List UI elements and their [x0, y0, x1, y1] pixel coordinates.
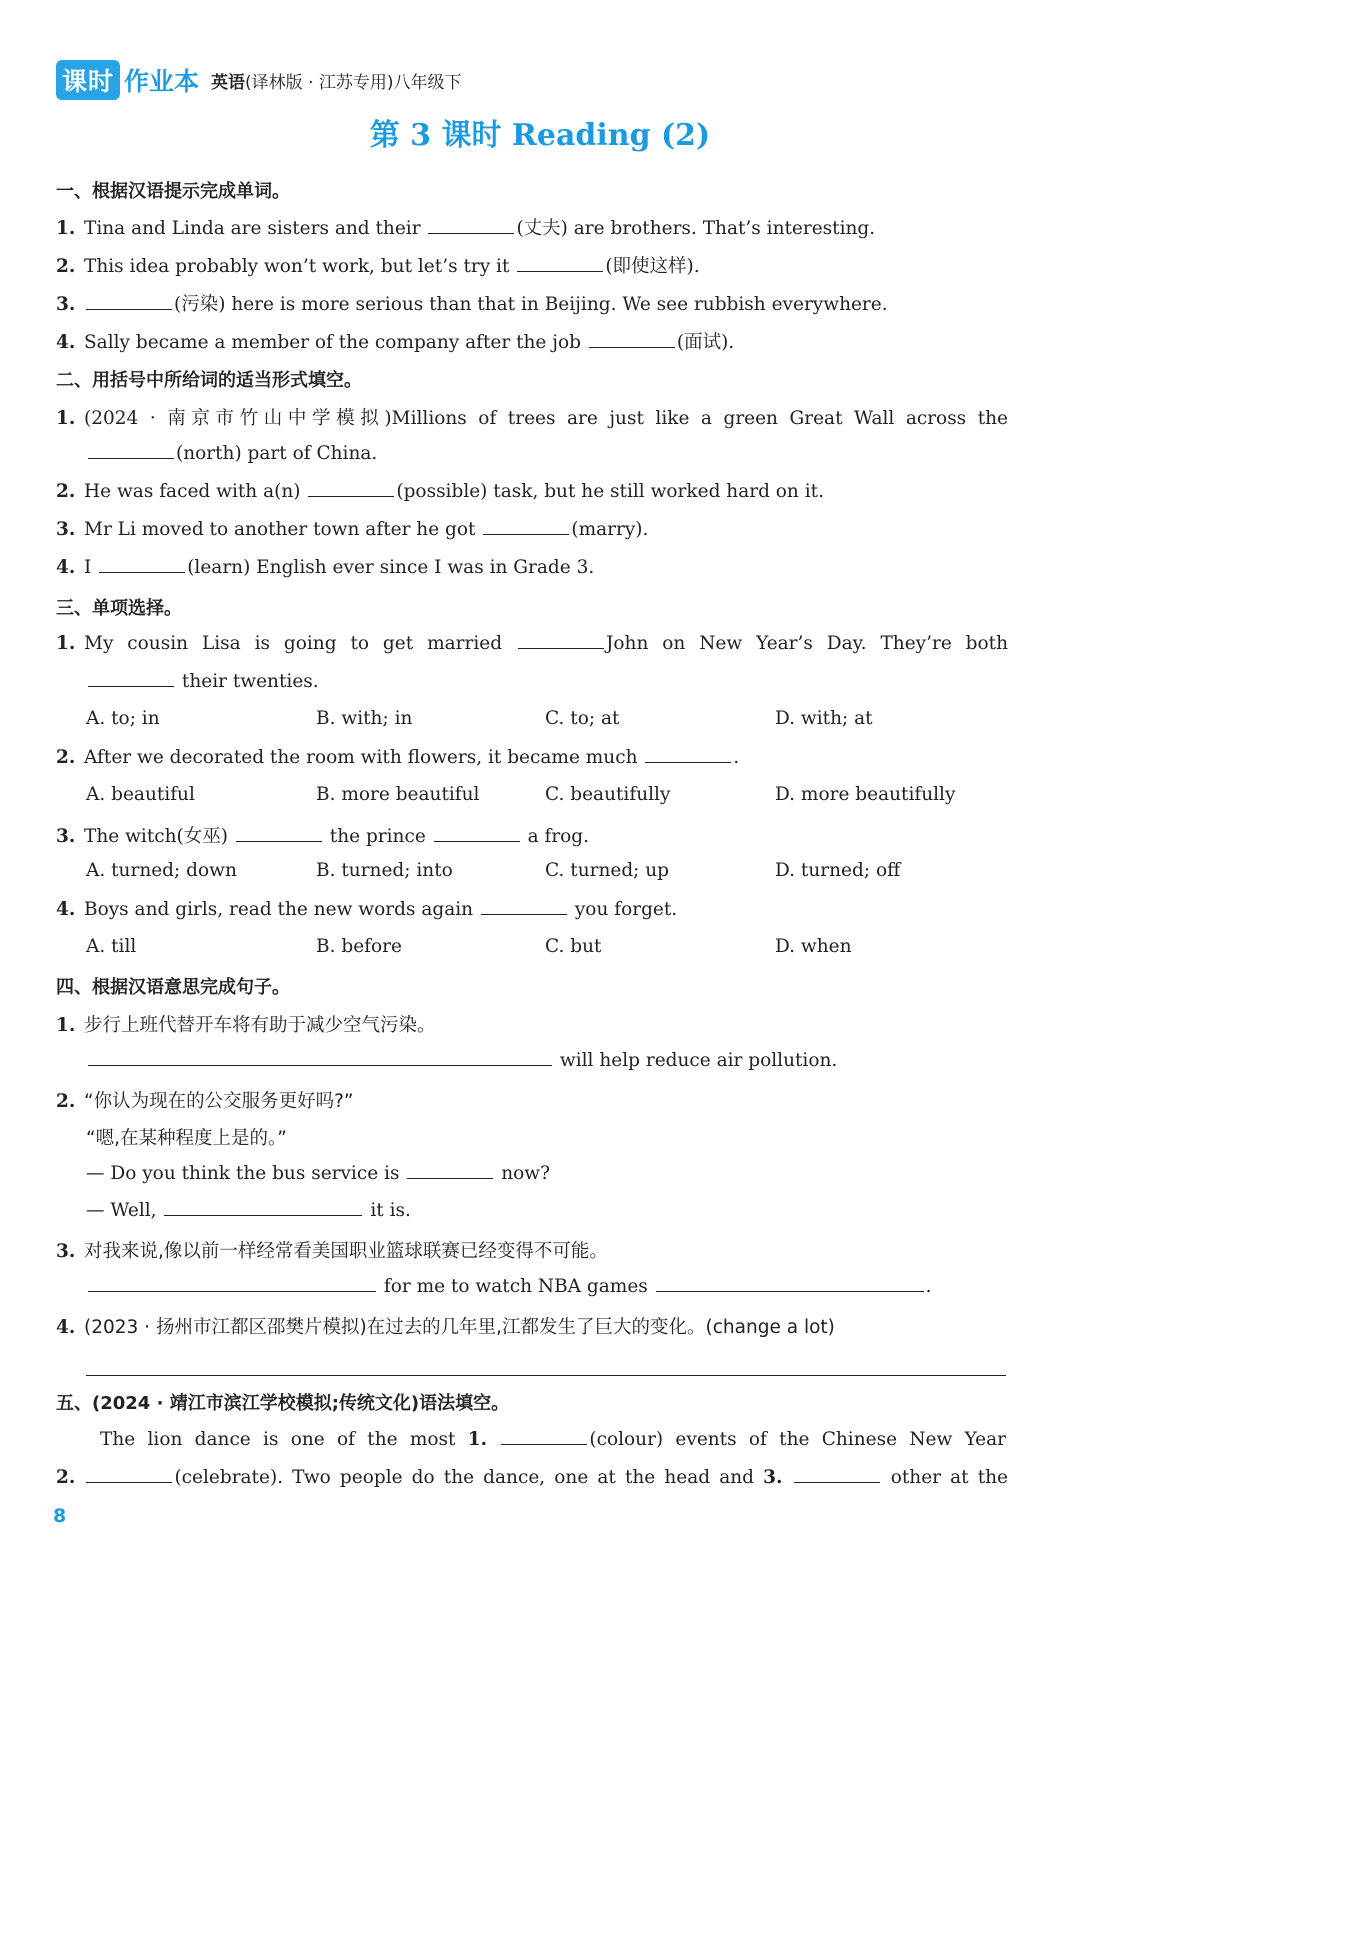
s3-q2-option-d[interactable]: D. more beautifully — [775, 784, 956, 805]
answer-blank[interactable] — [88, 1049, 552, 1066]
section-3-heading: 三、单项选择。 — [56, 598, 182, 619]
s2-q1-cont: (north) part of China. — [86, 442, 377, 464]
section-1-heading: 一、根据汉语提示完成单词。 — [56, 181, 290, 202]
s3-q4-option-a[interactable]: A. till — [86, 936, 137, 957]
answer-blank[interactable] — [88, 442, 174, 459]
s3-q1-option-b[interactable]: B. with; in — [316, 708, 413, 729]
s3-q1-cont: their twenties. — [86, 670, 319, 692]
answer-blank[interactable] — [481, 898, 567, 915]
s3-q4-option-b[interactable]: B. before — [316, 936, 402, 957]
s4-q3-answer: for me to watch NBA games . — [86, 1275, 932, 1297]
s3-q2-option-a[interactable]: A. beautiful — [86, 784, 195, 805]
answer-blank[interactable] — [517, 255, 603, 272]
section-4-heading: 四、根据汉语意思完成句子。 — [56, 977, 290, 998]
s3-q2: 2. After we decorated the room with flowers, it became much . — [56, 747, 740, 768]
answer-blank[interactable] — [794, 1466, 880, 1483]
s5-line-2: 2. (celebrate). Two people do the dance, one at the head and 3. other at the — [56, 1467, 1008, 1488]
answer-blank[interactable] — [645, 746, 731, 763]
s2-q2: 2. He was faced with a(n) (possible) task, but he still worked hard on it. — [56, 481, 824, 502]
s4-q2-cn2: “嗯,在某种程度上是的。” — [86, 1128, 287, 1149]
s3-q1: 1. My cousin Lisa is going to get married John on New Year’s Day. They’re both — [56, 633, 1009, 654]
s2-q1: 1. (2024 · 南京市竹山中学模拟)Millions of trees are just like a green Great Wall across the — [56, 408, 1008, 429]
s3-q2-option-b[interactable]: B. more beautiful — [316, 784, 480, 805]
s3-q4-option-d[interactable]: D. when — [775, 936, 852, 957]
s2-q3: 3. Mr Li moved to another town after he got (marry). — [56, 519, 649, 540]
s3-q3-option-d[interactable]: D. turned; off — [775, 860, 901, 881]
s4-q2-en1: — Do you think the bus service is now? — [86, 1163, 551, 1184]
s3-q3-option-b[interactable]: B. turned; into — [316, 860, 453, 881]
answer-blank[interactable] — [86, 293, 172, 310]
answer-blank[interactable] — [88, 670, 174, 687]
answer-blank[interactable] — [656, 1275, 924, 1292]
s4-q2-en2: — Well, it is. — [86, 1200, 411, 1221]
s3-q4-option-c[interactable]: C. but — [545, 936, 602, 957]
page-number: 8 — [53, 1505, 67, 1527]
s4-q1-answer: will help reduce air pollution. — [86, 1049, 837, 1071]
answer-blank[interactable] — [88, 1275, 376, 1292]
answer-blank[interactable] — [407, 1162, 493, 1179]
answer-blank[interactable] — [308, 480, 394, 497]
answer-blank[interactable] — [501, 1428, 587, 1445]
s3-q3: 3. The witch(女巫) the prince a frog. — [56, 826, 590, 847]
brand-logo — [56, 60, 199, 100]
subject-label: 英语 — [211, 72, 246, 93]
answer-blank[interactable] — [434, 825, 520, 842]
answer-blank[interactable] — [483, 518, 569, 535]
answer-blank[interactable] — [428, 217, 514, 234]
logo-text: 作业本 — [124, 67, 200, 96]
s3-q2-option-c[interactable]: C. beautifully — [545, 784, 671, 805]
answer-blank[interactable] — [589, 331, 675, 348]
answer-blank[interactable] — [164, 1199, 362, 1216]
s4-q1: 1. 步行上班代替开车将有助于减少空气污染。 — [56, 1015, 436, 1036]
section-5-heading: 五、(2024 · 靖江市滨江学校模拟;传统文化)语法填空。 — [56, 1393, 510, 1414]
s3-q1-option-a[interactable]: A. to; in — [86, 708, 160, 729]
page-header — [56, 60, 462, 100]
answer-blank[interactable] — [236, 825, 322, 842]
s3-q1-option-c[interactable]: C. to; at — [545, 708, 620, 729]
answer-blank[interactable] — [99, 556, 185, 573]
s4-q2: 2. “你认为现在的公交服务更好吗?” — [56, 1091, 354, 1112]
s4-q4: 4. (2023 · 扬州市江都区邵樊片模拟)在过去的几年里,江都发生了巨大的变化。(change a lot) — [56, 1317, 835, 1338]
logo-block: 课时 — [56, 60, 120, 100]
s3-q3-option-c[interactable]: C. turned; up — [545, 860, 670, 881]
s3-q4: 4. Boys and girls, read the new words again you forget. — [56, 899, 678, 920]
section-2-heading: 二、用括号中所给词的适当形式填空。 — [56, 370, 362, 391]
lesson-title: 第 3 课时 Reading (2) — [369, 118, 711, 153]
s1-q2: 2. This idea probably won’t work, but let’s try it (即使这样). — [56, 256, 700, 277]
s1-q1: 1. Tina and Linda are sisters and their (丈夫) are brothers. That’s interesting. — [56, 218, 876, 239]
s2-q4: 4. I (learn) English ever since I was in Grade 3. — [56, 557, 595, 578]
s5-line-1: The lion dance is one of the most 1. (colour) events of the Chinese New Year — [100, 1429, 1006, 1450]
s3-q3-option-a[interactable]: A. turned; down — [86, 860, 237, 881]
s4-q3: 3. 对我来说,像以前一样经常看美国职业篮球联赛已经变得不可能。 — [56, 1241, 608, 1262]
s3-q1-option-d[interactable]: D. with; at — [775, 708, 873, 729]
s1-q4: 4. Sally became a member of the company after the job (面试). — [56, 332, 735, 353]
s4-q4-answer-line[interactable] — [86, 1375, 1006, 1376]
answer-blank[interactable] — [86, 1466, 172, 1483]
edition-label: (译林版 · 江苏专用)八年级下 — [245, 72, 462, 93]
answer-blank[interactable] — [518, 632, 604, 649]
s1-q3: 3. (污染) here is more serious than that in Beijing. We see rubbish everywhere. — [56, 294, 888, 315]
